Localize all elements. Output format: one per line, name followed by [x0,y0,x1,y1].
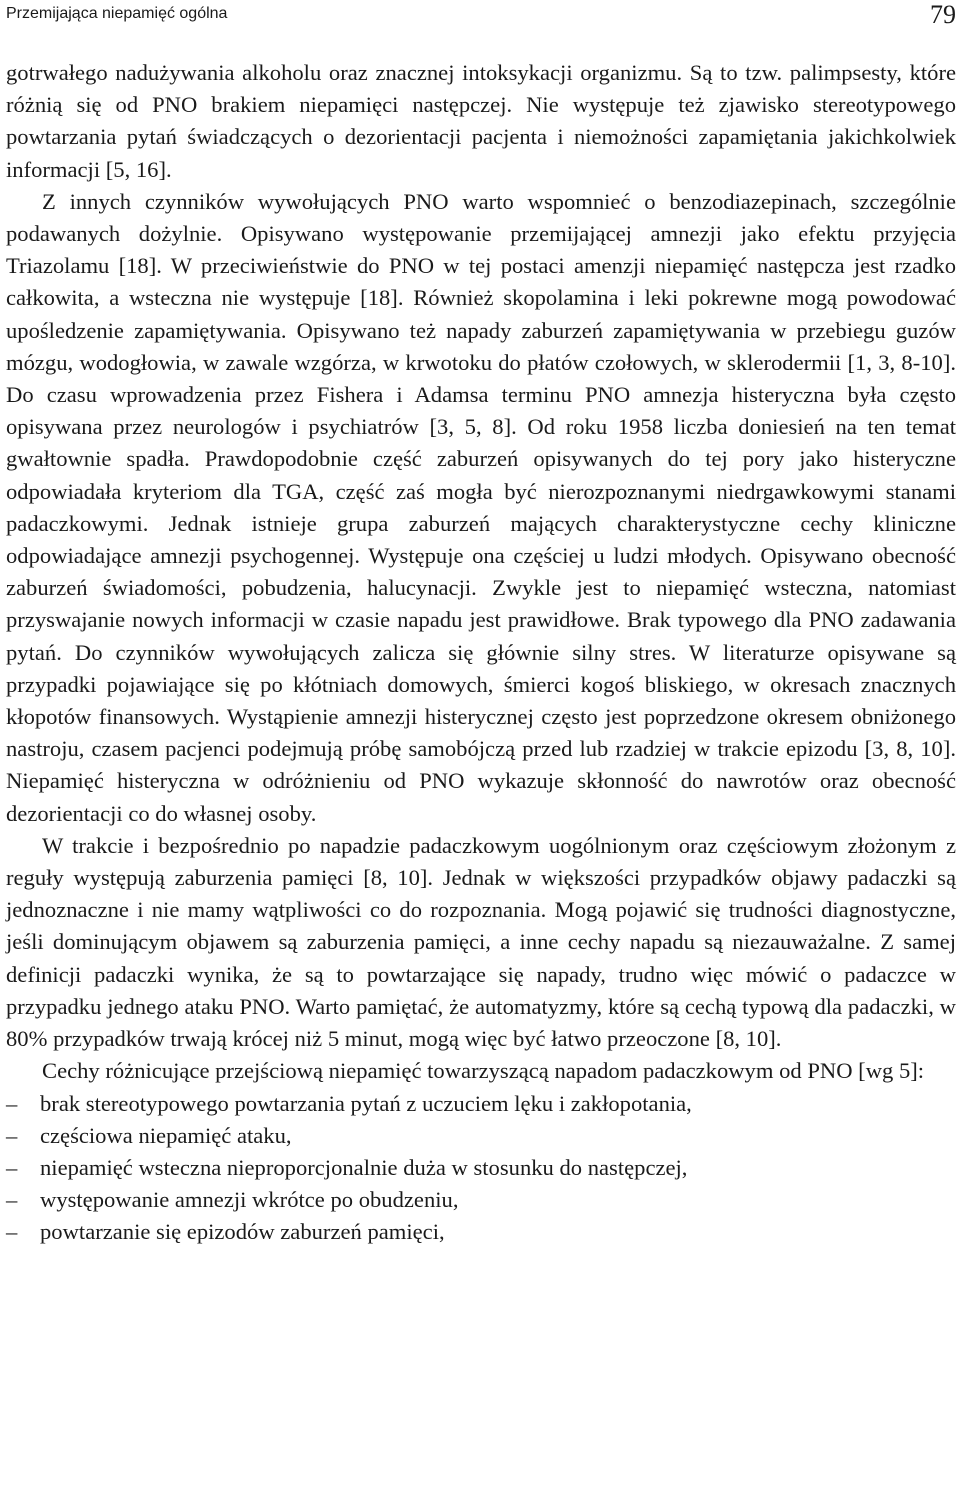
list-item-text: występowanie amnezji wkrótce po obudzeniu, [40,1187,459,1213]
criteria-list [6,1088,956,1249]
list-bullet: – [6,1090,18,1116]
list-item [6,1216,956,1248]
list-item [6,1088,956,1120]
paragraph: W trakcie i bezpośrednio po napadzie padaczkowym uogólnionym oraz częściowym złożonym z reguły występują zaburzenia pamięci [8, 10]. Jednak w większości przypadków objawy padaczki są jednoznaczne i nie mamy wątpliwości co do rozpoznania. Mogą pojawić się trudności diagnostyczne, jeśli dominującym objawem są zaburzenia pamięci, a inne cechy napadu są niezauważalne. Z samej definicji padaczki wynika, że są to powtarzające się napady, trudno więc mówić o padaczce w przypadku jednego ataku PNO. Warto pamiętać, że automatyzmy, które są cechą typową dla padaczki, w 80% przypadków trwają krócej niż 5 minut, mogą więc być łatwo przeoczone [8, 10]. [6,832,956,1052]
list-bullet: – [6,1187,18,1213]
list-bullet: – [6,1122,18,1148]
paragraph: Cechy różnicujące przejściową niepamięć towarzyszącą napadom padaczkowym od PNO [wg 5]: [42,1058,925,1084]
list-item-text: niepamięć wsteczna nieproporcjonalnie duża w stosunku do następczej, [40,1154,688,1180]
body-text [6,57,956,1249]
list-item-text: brak stereotypowego powtarzania pytań z uczuciem lęku i zakłopotania, [40,1090,692,1116]
list-bullet: – [6,1219,18,1245]
paragraph: gotrwałego nadużywania alkoholu oraz znacznej intoksykacji organizmu. Są to tzw. palimpsesty, które różnią się od PNO brakiem niepamięci następczej. Nie występuje też zjawisko stereotypowego powtarzania pytań świadczących o dezorientacji pacjenta i niemożności zapamiętania jakichkolwiek informacji [5, 16]. [6,60,956,182]
page-header [6,0,956,40]
page-number: 79 [930,0,956,29]
list-item-text: częściowa niepamięć ataku, [40,1122,292,1148]
list-item [6,1184,956,1216]
list-item [6,1120,956,1152]
document-page [6,0,956,1245]
list-item [6,1152,956,1184]
paragraph: Z innych czynników wywołujących PNO warto wspomnieć o benzodiazepinach, szczególnie podawanych dożylnie. Opisywano występowanie przemijającej amnezji jako efektu przyjęcia Triazolamu [18]. W przeciwieństwie do PNO w tej postaci amenzji niepamięć następcza jest rzadko całkowita, a wsteczna nie występuje [18]. Również skopolamina i leki pokrewne mogą powodować upośledzenie zapamiętywania. Opisywano też napady zaburzeń zapamiętywania w przebiegu guzów mózgu, wodogłowia, w zawale wzgórza, w krwotoku do płatów czołowych, w sklerodermii [1, 3, 8-10]. Do czasu wprowadzenia przez Fishera i Adamsa terminu PNO amnezja histeryczna była często opisywana przez neurologów i psychiatrów [3, 5, 8]. Od roku 1958 liczba doniesień na ten temat gwałtownie spadła. Prawdopodobnie część zaburzeń opisywanych do tej pory jako histeryczne odpowiadała kryteriom dla TGA, część zaś mogła być nierozpoznanymi niedrgawkowymi stanami padaczkowymi. Jednak istnieje grupa zaburzeń mających charakterystyczne cechy kliniczne odpowiadające amnezji psychogennej. Występuje ona częściej u ludzi młodych. Opisywano obecność zaburzeń świadomości, pobudzenia, halucynacji. Zwykle jest to niepamięć wsteczna, natomiast przyswajanie nowych informacji w czasie napadu jest prawidłowe. Brak typowego dla PNO zadawania pytań. Do czynników wywołujących zalicza się głównie silny stres. W literaturze opisywane są przypadki pojawiające się po kłótniach domowych, śmierci kogoś bliskiego, w okresach znacznych kłopotów finansowych. Wystąpienie amnezji histerycznej często jest poprzedzone okresem obniżonego nastroju, czasem pacjenci podejmują próbę samobójczą przed lub rzadziej w trakcie epizodu [3, 8, 10]. Niepamięć histeryczna w odróżnieniu od PNO wykazuje skłonność do nawrotów oraz obecność dezorientacji co do własnej osoby. [6,188,956,826]
list-item-text: powtarzanie się epizodów zaburzeń pamięci, [40,1219,445,1245]
list-bullet: – [6,1154,18,1180]
running-head: Przemijająca niepamięć ogólna [6,5,228,22]
